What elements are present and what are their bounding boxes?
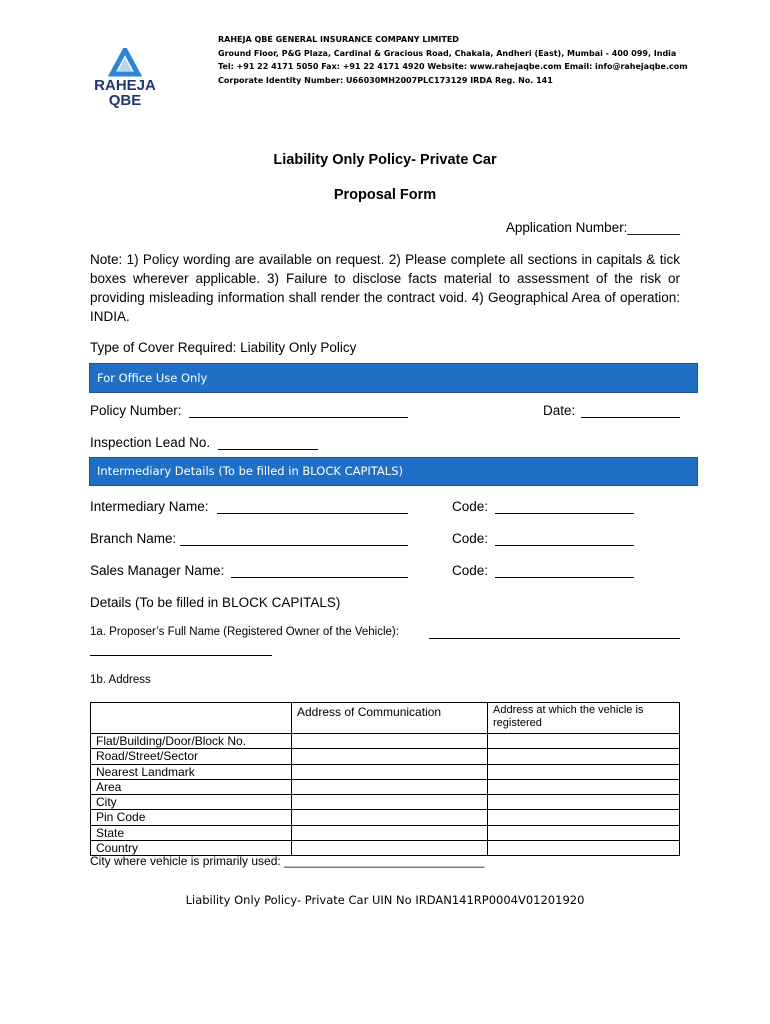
company-name: RAHEJA QBE GENERAL INSURANCE COMPANY LIMITED [218,35,459,44]
inspection-label: Inspection Lead No. [90,435,211,450]
policy-number-field[interactable] [189,417,408,418]
form-title: Liability Only Policy- Private Car [273,152,497,168]
proposer-name-field[interactable] [429,638,680,639]
page-footer: Liability Only Policy- Private Car UIN No IRDAN141RP0004V01201920 [185,893,585,907]
registered-cell[interactable] [488,825,680,840]
form-subtitle: Proposal Form [333,187,437,203]
logo-line2: QBE [108,92,142,109]
intermediary-name-field[interactable] [217,513,408,514]
company-contact: Tel: +91 22 4171 5050 Fax: +91 22 4171 4920 Website: www.rahejaqbe.com Email: info@rahejaqbe.com [218,62,688,71]
company-cin: Corporate Identity Number: U66030MH2007PLC173129 IRDA Reg. No. 141 [218,75,553,85]
registered-cell[interactable] [488,795,680,810]
sales-code-label: Code: [452,563,489,578]
table-row [91,825,680,840]
address-table-corner [91,703,292,734]
row-label: Country [91,841,292,856]
registered-cell[interactable] [488,734,680,749]
row-label: Nearest Landmark [91,764,292,779]
sales-code-field[interactable] [495,577,634,578]
row-label: Road/Street/Sector [91,749,292,764]
office-use-bar [89,363,698,393]
policy-number-label: Policy Number: [90,403,182,418]
sales-manager-label: Sales Manager Name: [90,563,225,578]
inspection-field[interactable] [218,449,318,450]
row-label: State [91,825,292,840]
row-label: City [91,795,292,810]
row-label: Flat/Building/Door/Block No. [91,734,292,749]
address-label: 1b. Address [90,674,151,686]
intermediary-code-field[interactable] [495,513,634,514]
branch-name-field[interactable] [180,545,408,546]
raheja-qbe-logo-icon [90,48,160,78]
cover-required: Type of Cover Required: Liability Only Policy [90,340,357,355]
intermediary-code-label: Code: [452,499,489,514]
details-heading: Details (To be filled in BLOCK CAPITALS) [90,595,341,610]
registered-cell[interactable] [488,749,680,764]
sales-manager-field[interactable] [231,577,408,578]
table-row [91,810,680,825]
table-row [91,779,680,794]
logo-line1: RAHEJA [94,77,156,94]
company-address: Ground Floor, P&G Plaza, Cardinal & Gracious Road, Chakala, Andheri (East), Mumbai - 400 099, India [218,48,677,58]
branch-code-field[interactable] [495,545,634,546]
branch-code-label: Code: [452,531,489,546]
communication-cell[interactable] [292,749,488,764]
communication-cell[interactable] [292,764,488,779]
instructions-note: Note: 1) Policy wording are available on request. 2) Please complete all sections in capitals & tick boxes wherever applicable. 3) Failure to disclose facts material to assessment of the risk or providing misleading information shall render the contract void. 4) Geographical Area of operation: INDIA. [90,252,680,324]
company-header [218,33,738,87]
table-row [91,734,680,749]
city-primary-field[interactable]: City where vehicle is primarily used: ______________________________ [90,854,485,868]
proposer-name-field-continued[interactable] [90,655,272,656]
date-label: Date: [543,403,576,418]
row-label: Area [91,779,292,794]
branch-name-label: Branch Name: [90,531,177,546]
communication-cell[interactable] [292,734,488,749]
table-row [91,749,680,764]
intermediary-bar-label: Intermediary Details (To be filled in BLOCK CAPITALS) [97,464,403,478]
registered-cell[interactable] [488,810,680,825]
company-logo [90,48,160,112]
communication-cell[interactable] [292,779,488,794]
row-label: Pin Code [91,810,292,825]
registered-cell[interactable] [488,764,680,779]
office-use-label: For Office Use Only [97,371,208,385]
intermediary-name-label: Intermediary Name: [90,499,209,514]
col-communication: Address of Communication [292,703,488,734]
address-table-header [91,703,680,734]
communication-cell[interactable] [292,825,488,840]
intermediary-bar [89,457,698,486]
registered-cell[interactable] [488,779,680,794]
registered-cell[interactable] [488,841,680,856]
application-number[interactable]: Application Number:_______ [505,220,680,235]
communication-cell[interactable] [292,795,488,810]
communication-cell[interactable] [292,810,488,825]
col-registered: Address at which the vehicle is registered [488,703,680,734]
date-field[interactable] [581,417,680,418]
proposer-name-label: 1a. Proposer’s Full Name (Registered Owner of the Vehicle): [90,626,399,638]
address-table [90,702,680,856]
table-row [91,764,680,779]
table-row [91,795,680,810]
